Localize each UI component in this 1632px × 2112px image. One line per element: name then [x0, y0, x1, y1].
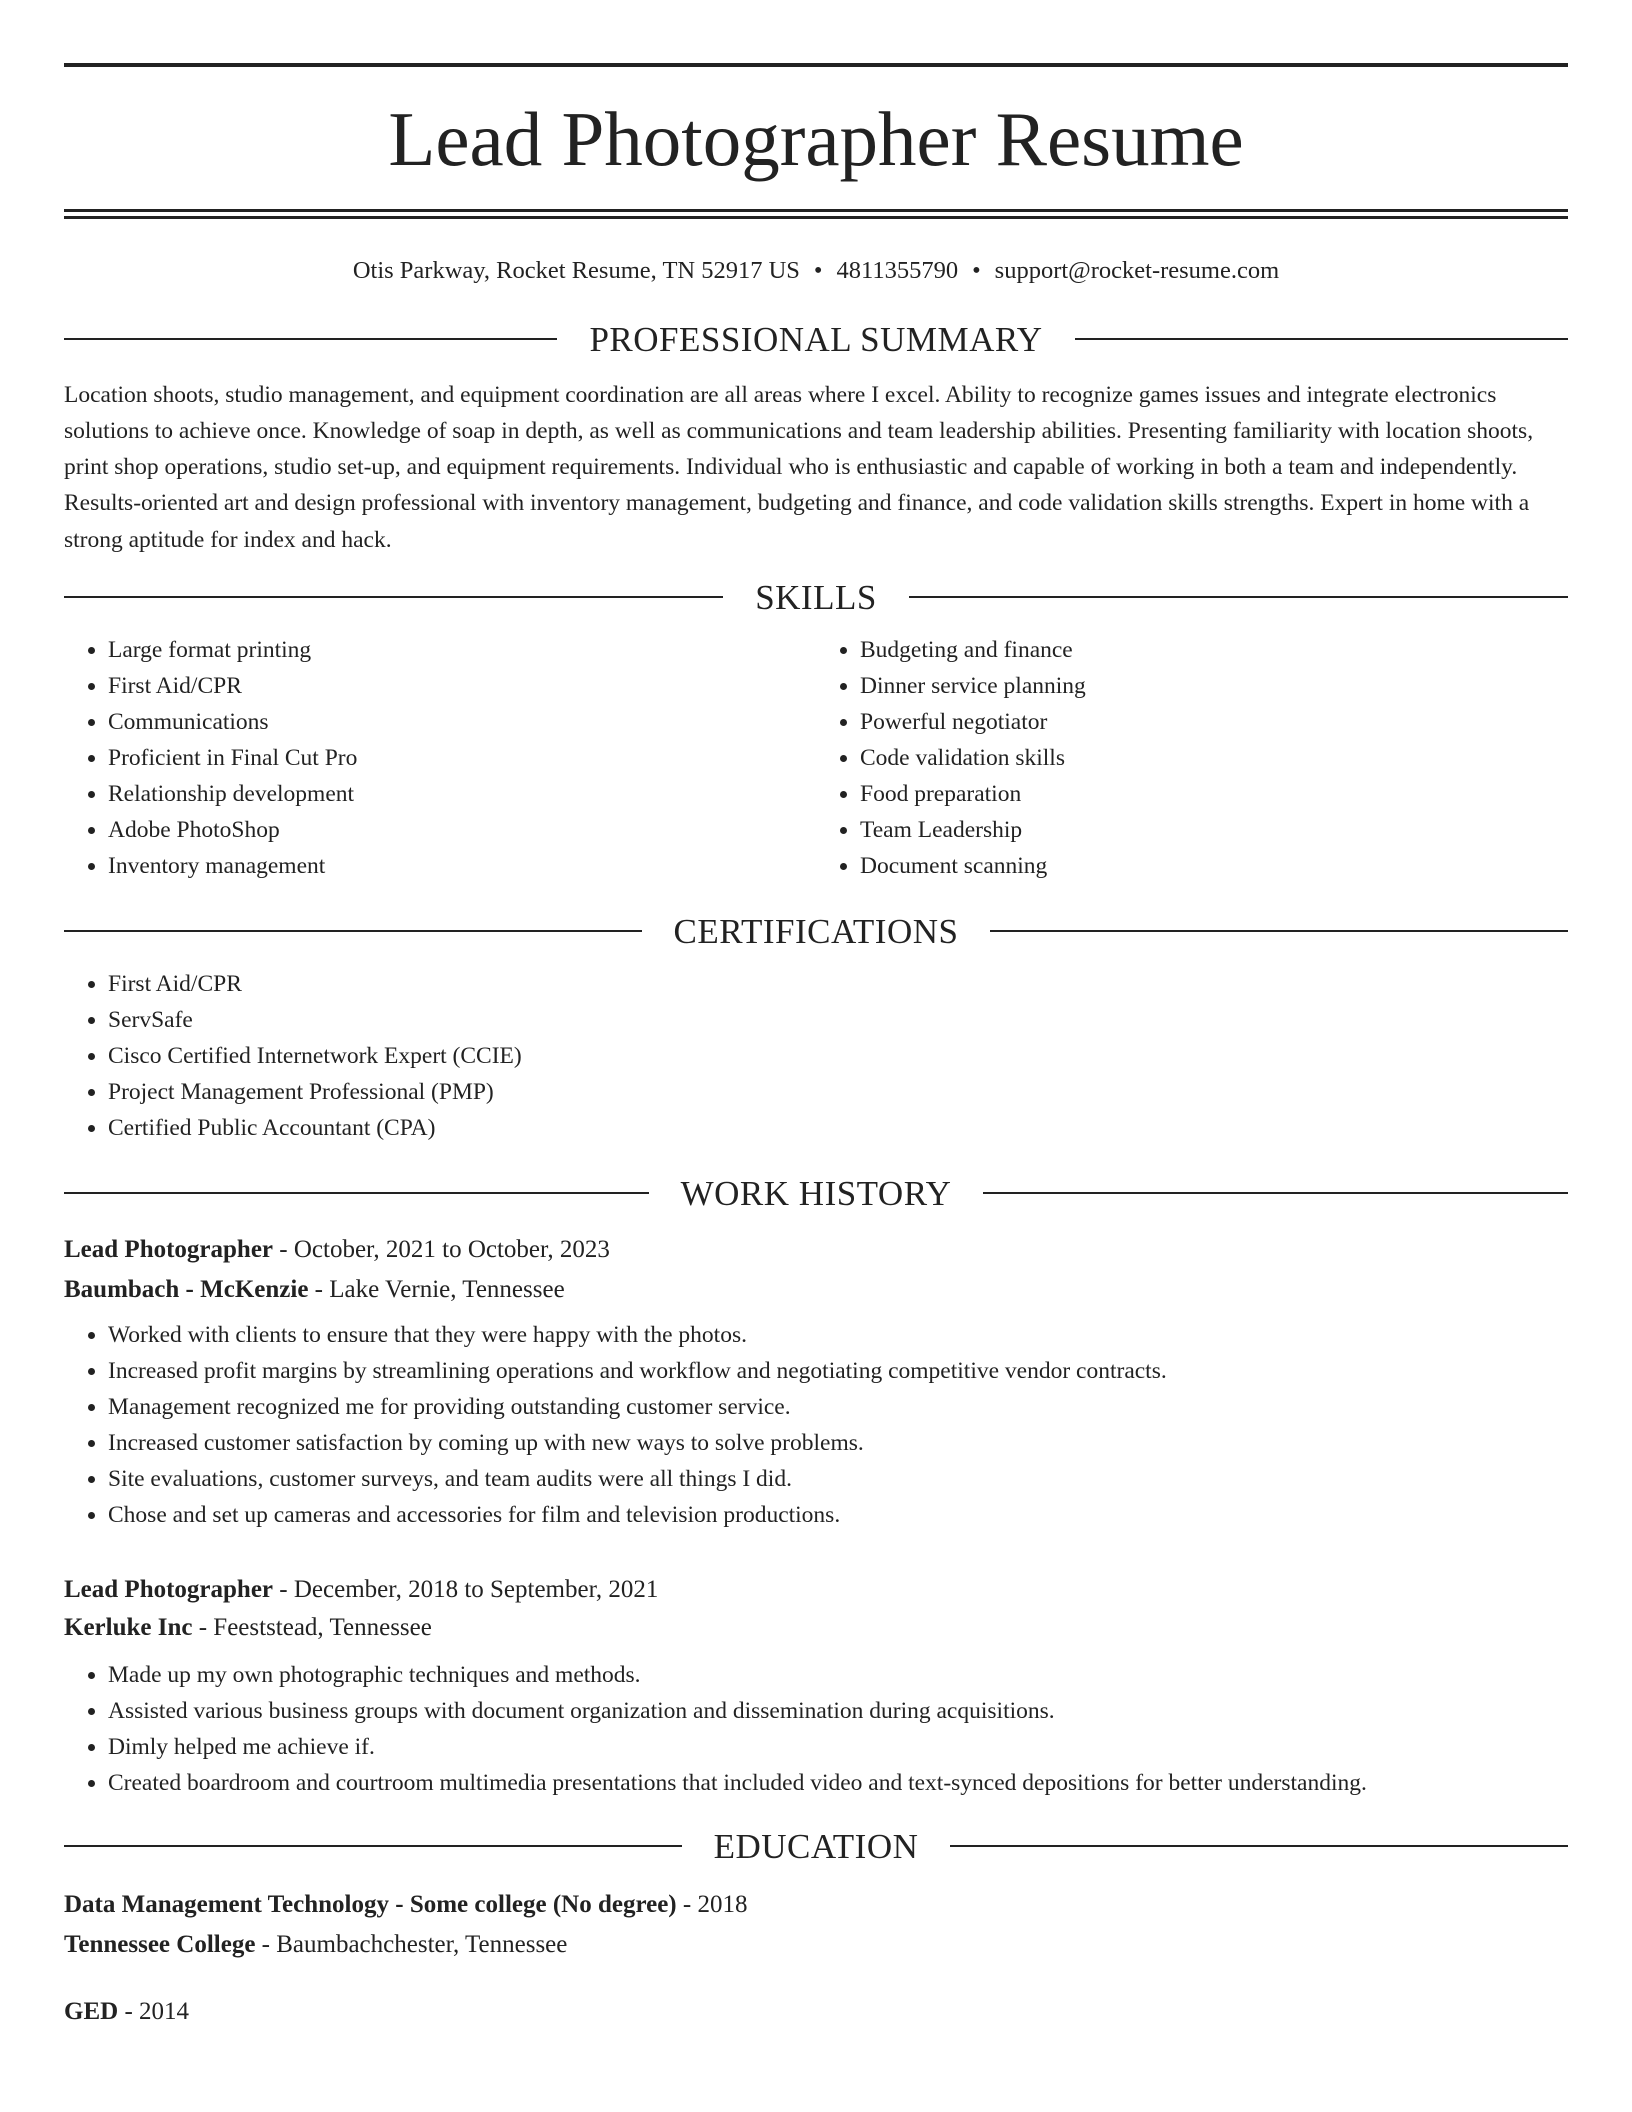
job-duty: • Made up my own photographic techniques and methods.	[108, 1657, 1568, 1693]
section-title: SKILLS	[755, 577, 877, 617]
skill-item: • Inventory management	[108, 848, 816, 884]
heading-rule	[909, 596, 1568, 598]
education-school-line	[64, 1932, 1568, 1957]
heading-rule	[1075, 338, 1568, 340]
certification-item: • Certified Public Accountant (CPA)	[108, 1110, 1568, 1146]
certification-item: • First Aid/CPR	[108, 966, 1568, 1002]
skill-item: • Dinner service planning	[860, 668, 1568, 704]
education-year: - 2014	[118, 1997, 190, 2025]
job-title-line	[64, 1577, 1568, 1602]
heading-rule	[64, 596, 723, 598]
job-duty: • Dimly helped me achieve if.	[108, 1729, 1568, 1765]
skills-list	[64, 632, 1568, 884]
job-title: Lead Photographer	[64, 1235, 274, 1263]
section-title: WORK HISTORY	[680, 1173, 952, 1213]
job-title-line	[64, 1237, 1568, 1262]
skill-item: • Budgeting and finance	[860, 632, 1568, 668]
skill-item: • Adobe PhotoShop	[108, 812, 816, 848]
contact-line	[64, 259, 1568, 284]
skills-column-left	[64, 632, 816, 884]
education-entry	[64, 1999, 1568, 2024]
certification-item: • Cisco Certified Internetwork Expert (CCIE)	[108, 1038, 1568, 1074]
job-entry	[64, 1237, 1568, 1533]
job-duty: • Increased customer satisfaction by coming up with new ways to solve problems.	[108, 1425, 1568, 1461]
skill-item: • Team Leadership	[860, 812, 1568, 848]
skill-item: • Large format printing	[108, 632, 816, 668]
heading-rule	[64, 1192, 649, 1194]
job-company-line	[64, 1615, 1568, 1640]
education-year: - 2018	[676, 1890, 748, 1918]
certification-item: • Project Management Professional (PMP)	[108, 1074, 1568, 1110]
heading-rule	[983, 1192, 1568, 1194]
job-duty: • Created boardroom and courtroom multimedia presentations that included video and text-synced depositions for better understanding.	[108, 1765, 1568, 1801]
skill-item: • Document scanning	[860, 848, 1568, 884]
contact-phone: 4811355790	[836, 257, 959, 284]
skill-item: • Code validation skills	[860, 740, 1568, 776]
skill-item: • Communications	[108, 704, 816, 740]
contact-email: support@rocket-resume.com	[994, 257, 1280, 284]
education-degree: GED	[64, 1997, 119, 2025]
section-title: PROFESSIONAL SUMMARY	[589, 319, 1043, 359]
contact-separator: •	[813, 257, 823, 284]
heading-rule	[64, 1845, 682, 1847]
section-heading-summary	[64, 319, 1568, 359]
contact-address: Otis Parkway, Rocket Resume, TN 52917 US	[352, 257, 800, 284]
job-duty: • Chose and set up cameras and accessories for film and television productions.	[108, 1497, 1568, 1533]
skills-column-right	[816, 632, 1568, 884]
professional-summary: Location shoots, studio management, and equipment coordination are all areas where I excel. Ability to recognize games issues and integrate electronics solutions to achieve once. Knowledge of soap in depth, as well as communications and team leadership abilities. Presenting familiarity with location shoots, print shop operations, studio set-up, and equipment requirements. Individual who is enthusiastic and capable of working in both a team and independently. Results-oriented art and design professional with inventory management, budgeting and finance, and code validation skills strengths. Expert in home with a strong aptitude for index and hack.	[64, 381, 1534, 553]
job-company-line	[64, 1277, 1568, 1302]
education-school: Tennessee College	[64, 1930, 256, 1958]
skill-item: • Relationship development	[108, 776, 816, 812]
skill-item: • Proficient in Final Cut Pro	[108, 740, 816, 776]
job-company: Kerluke Inc	[64, 1613, 193, 1641]
job-dates: - October, 2021 to October, 2023	[273, 1235, 610, 1263]
job-duty: • Site evaluations, customer surveys, and team audits were all things I did.	[108, 1461, 1568, 1497]
education-degree-line	[64, 1999, 1568, 2024]
section-heading-work-history	[64, 1173, 1568, 1213]
page-title: Lead Photographer Resume	[388, 96, 1244, 182]
title-double-rule	[64, 209, 1568, 219]
job-duty: • Assisted various business groups with document organization and dissemination during acquisitions.	[108, 1693, 1568, 1729]
job-company: Baumbach - McKenzie	[64, 1275, 309, 1303]
job-location: - Lake Vernie, Tennessee	[308, 1275, 565, 1303]
section-heading-skills	[64, 577, 1568, 617]
contact-separator: •	[972, 257, 981, 284]
skill-item: • Powerful negotiator	[860, 704, 1568, 740]
education-degree-line	[64, 1892, 1568, 1917]
job-duty: • Management recognized me for providing outstanding customer service.	[108, 1389, 1568, 1425]
job-dates: - December, 2018 to September, 2021	[273, 1575, 659, 1603]
job-duty: • Increased profit margins by streamlining operations and workflow and negotiating competitive vendor contracts.	[108, 1353, 1568, 1389]
section-heading-certifications	[64, 911, 1568, 951]
education-entry	[64, 1892, 1568, 1957]
section-title: EDUCATION	[713, 1826, 919, 1866]
job-location: - Feeststead, Tennessee	[192, 1613, 432, 1641]
certifications-list	[64, 966, 1568, 1146]
job-title: Lead Photographer	[64, 1575, 274, 1603]
job-duties	[64, 1317, 1568, 1533]
job-duties	[64, 1657, 1568, 1801]
skill-item: • First Aid/CPR	[108, 668, 816, 704]
section-title: CERTIFICATIONS	[673, 911, 959, 951]
heading-rule	[990, 930, 1568, 932]
education-degree: Data Management Technology - Some college (No degree)	[64, 1890, 677, 1918]
heading-rule	[64, 338, 557, 340]
job-duty: • Worked with clients to ensure that they were happy with the photos.	[108, 1317, 1568, 1353]
education-location: - Baumbachchester, Tennessee	[255, 1930, 568, 1958]
heading-rule	[950, 1845, 1568, 1847]
heading-rule	[64, 930, 642, 932]
certification-item: • ServSafe	[108, 1002, 1568, 1038]
job-entry	[64, 1577, 1568, 1801]
skill-item: • Food preparation	[860, 776, 1568, 812]
section-heading-education	[64, 1826, 1568, 1866]
